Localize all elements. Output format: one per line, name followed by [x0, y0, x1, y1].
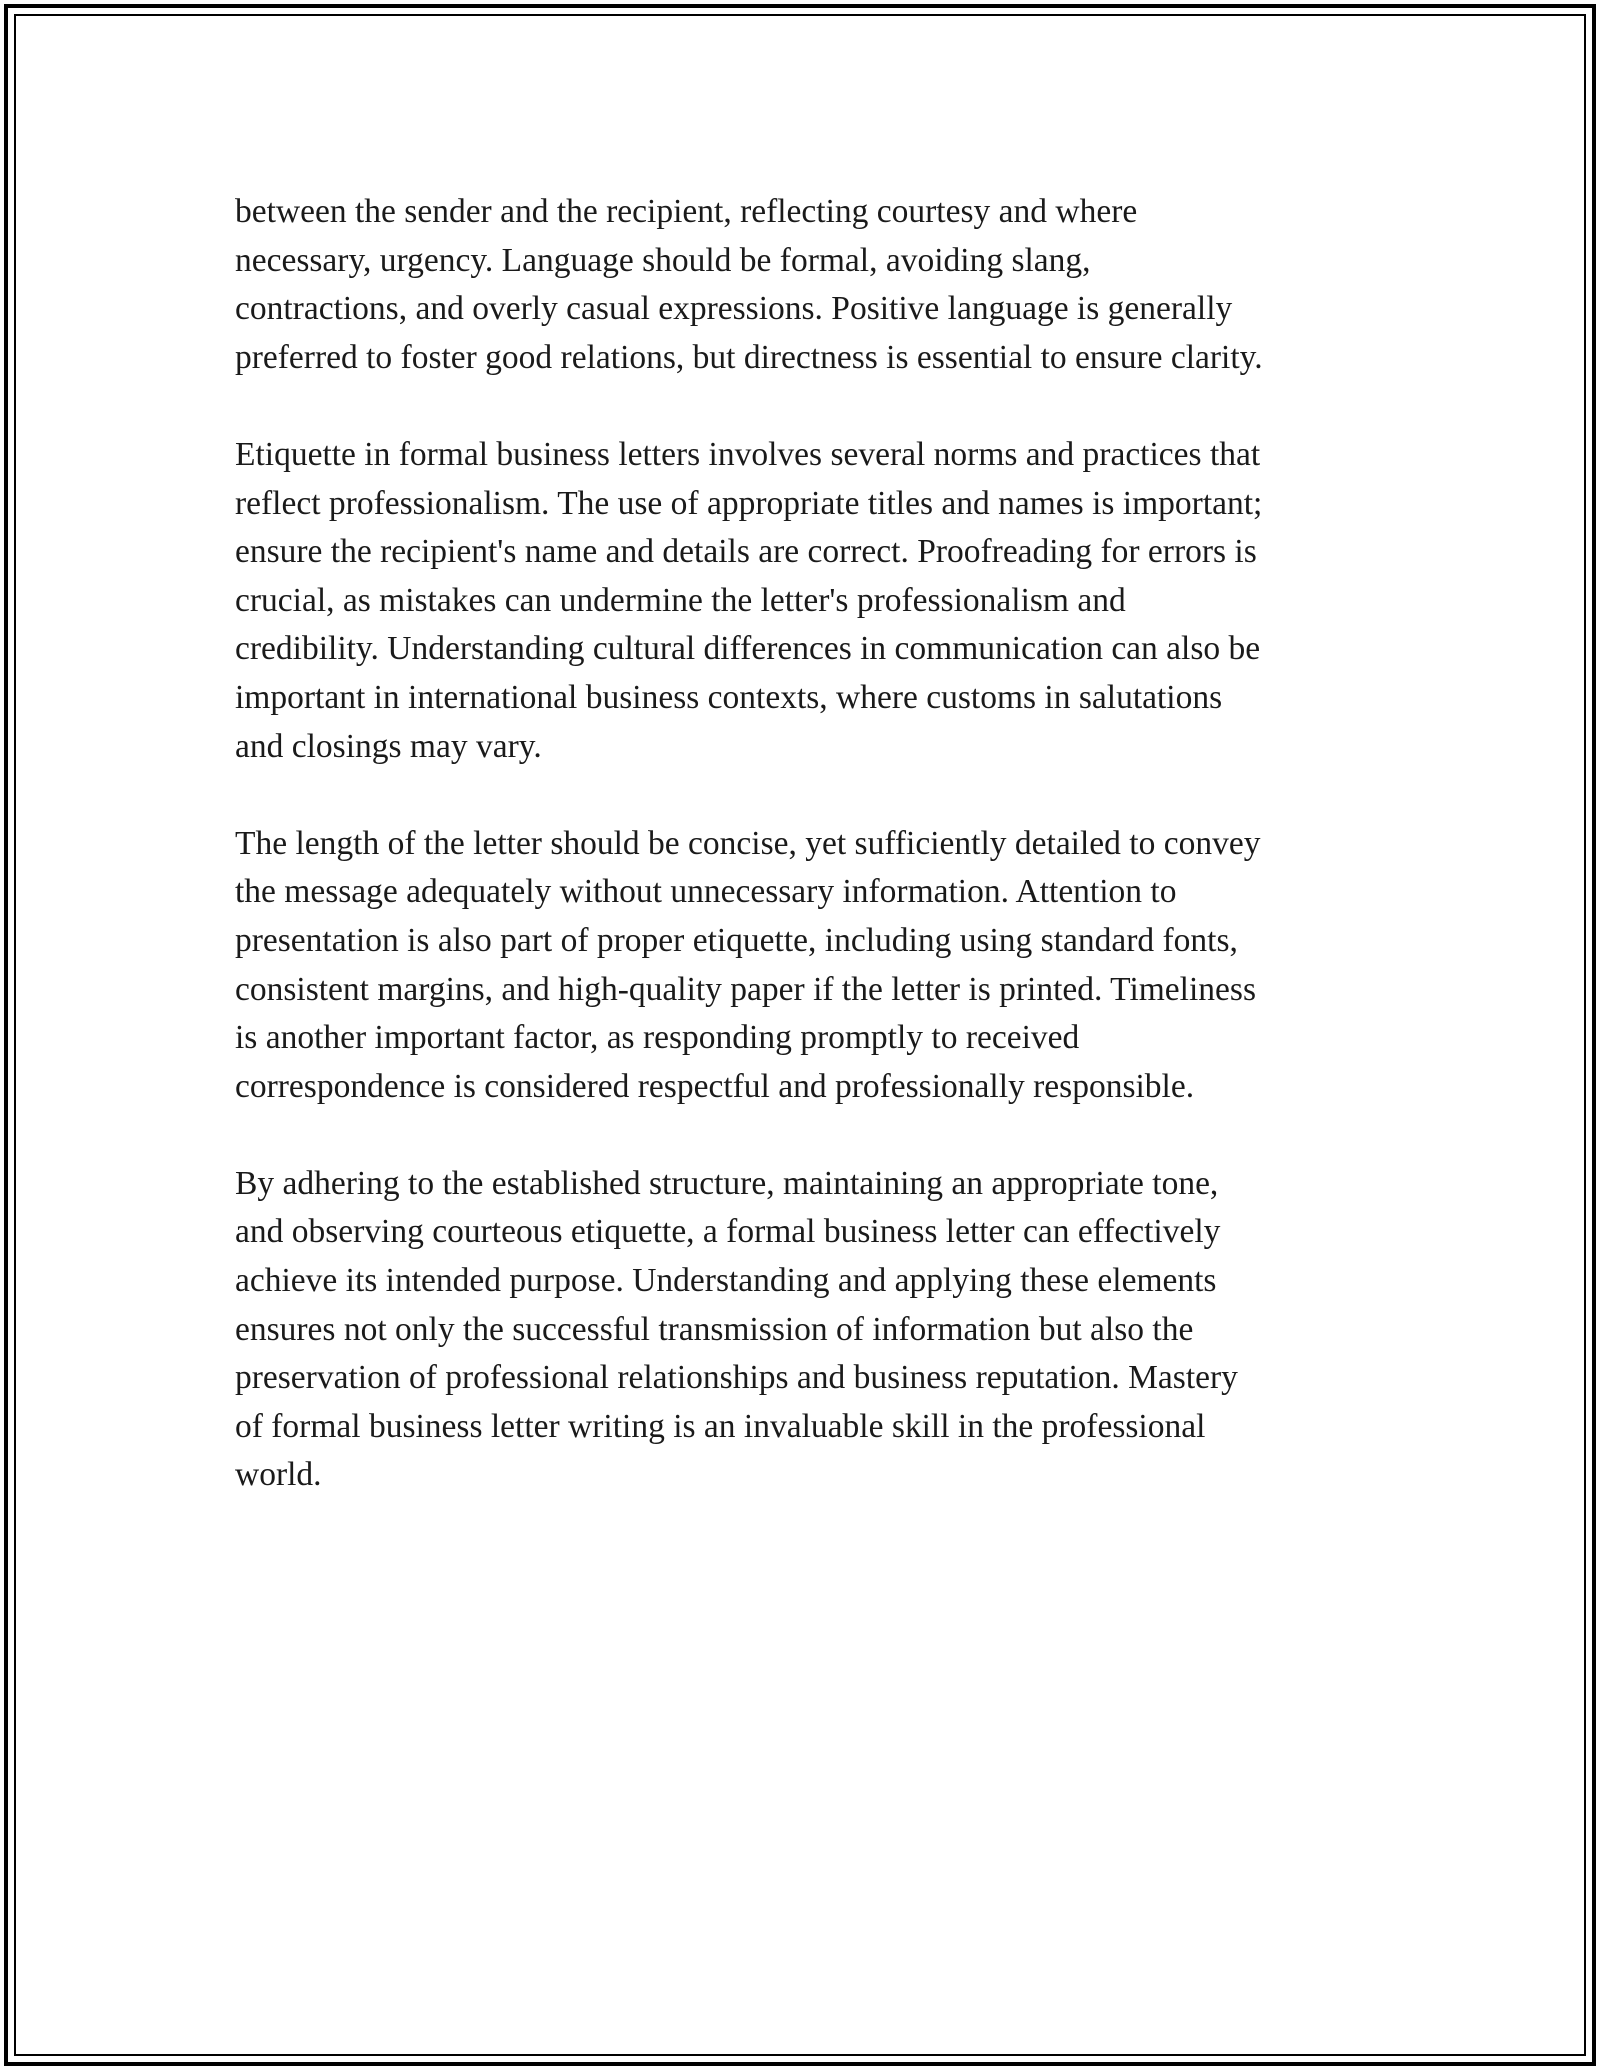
paragraph-conclusion: By adhering to the established structure, maintaining an appropriate tone, and observing courteous etiquette, a formal business letter can effectively achieve its intended purpose. Understanding and applying these elements ensures not only the successful transmission of information but also the preservation of professional relationships and business reputation. Mastery of formal business letter writing is an invaluable skill in the professional world.	[235, 1164, 1238, 1494]
paragraph-etiquette: Etiquette in formal business letters involves several norms and practices that reflect professionalism. The use of appropriate titles and names is important; ensure the recipient's name and details are correct. Proofreading for errors is crucial, as mistakes can undermine the letter's professionalism and credibility. Understanding cultural differences in communication can also be important in international business contexts, where customs in salutations and closings may vary.	[235, 435, 1263, 765]
paragraph-tone: between the sender and the recipient, reflecting courtesy and where necessary, urgency. Language should be formal, avoiding slang, contractions, and overly casual expressions. Positive language is generally preferred to foster good relations, but directness is essential to ensure clarity.	[235, 193, 1263, 376]
paragraph-length-presentation: The length of the letter should be concise, yet sufficiently detailed to convey the message adequately without unnecessary information. Attention to presentation is also part of proper etiquette, including using standard fonts, consistent margins, and high-quality paper if the letter is printed. Timeliness is another important factor, as responding promptly to received correspondence is considered respectful and professionally responsible.	[235, 824, 1261, 1105]
document-body	[235, 188, 1385, 1549]
